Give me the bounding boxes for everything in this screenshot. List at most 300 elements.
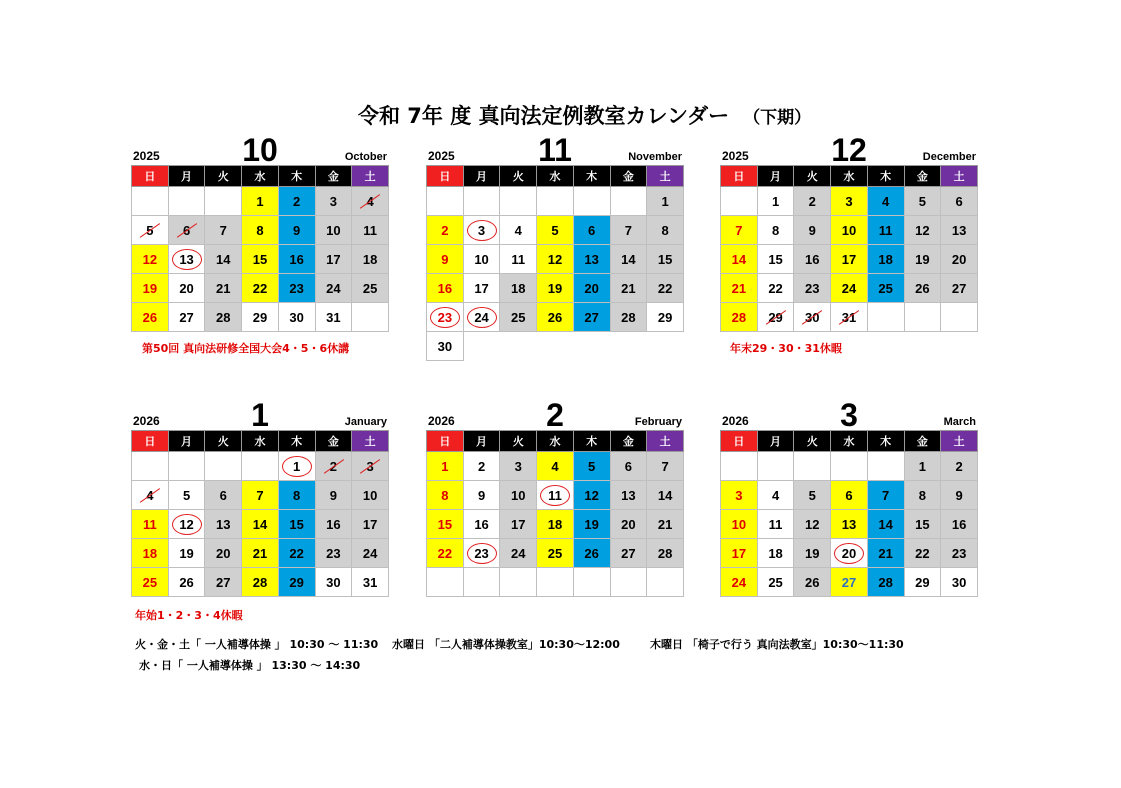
day-number: 15 bbox=[657, 251, 673, 267]
note-december: 年末29・30・31休暇 bbox=[730, 342, 842, 355]
day-number: 1 bbox=[441, 458, 449, 474]
month-english-name: March bbox=[943, 416, 976, 428]
empty-cell bbox=[904, 303, 941, 332]
weekday-header: 月 bbox=[463, 431, 500, 452]
day-cell bbox=[757, 481, 794, 510]
week-row bbox=[132, 274, 389, 303]
day-number: 23 bbox=[326, 545, 341, 561]
day-cell bbox=[352, 452, 389, 481]
day-cell bbox=[537, 481, 574, 510]
day-cell bbox=[794, 539, 831, 568]
day-cell bbox=[904, 510, 941, 539]
day-number: 2 bbox=[477, 458, 486, 474]
day-cell bbox=[537, 303, 574, 332]
day-cell bbox=[794, 510, 831, 539]
day-number: 28 bbox=[216, 309, 231, 325]
day-number: 7 bbox=[219, 222, 227, 238]
day-number: 22 bbox=[437, 545, 453, 561]
day-cell bbox=[831, 303, 868, 332]
day-cell bbox=[205, 510, 242, 539]
empty-cell bbox=[573, 332, 610, 361]
day-number: 12 bbox=[584, 487, 599, 503]
day-number: 18 bbox=[547, 516, 563, 532]
month-header bbox=[720, 130, 978, 168]
day-number: 30 bbox=[951, 574, 967, 590]
day-number: 10 bbox=[474, 251, 489, 267]
day-number: 27 bbox=[179, 309, 194, 325]
day-number: 19 bbox=[179, 545, 194, 561]
day-number: 18 bbox=[142, 545, 158, 561]
day-number: 1 bbox=[256, 193, 264, 209]
day-number: 26 bbox=[179, 574, 194, 590]
day-cell bbox=[757, 274, 794, 303]
day-number: 17 bbox=[841, 251, 857, 267]
day-cell bbox=[721, 216, 758, 245]
weekday-header: 火 bbox=[205, 166, 242, 187]
week-row bbox=[721, 245, 978, 274]
day-number: 12 bbox=[547, 251, 563, 267]
day-cell bbox=[500, 216, 537, 245]
week-row bbox=[427, 568, 684, 597]
day-cell bbox=[794, 481, 831, 510]
day-number: 29 bbox=[289, 574, 304, 590]
month-number: 2 bbox=[546, 397, 564, 433]
day-number: 21 bbox=[657, 516, 673, 532]
week-row bbox=[132, 452, 389, 481]
day-cell bbox=[242, 481, 279, 510]
weekday-header: 金 bbox=[904, 166, 941, 187]
weekday-header: 水 bbox=[537, 431, 574, 452]
weekday-header: 日 bbox=[427, 166, 464, 187]
day-cell bbox=[205, 303, 242, 332]
day-cell bbox=[427, 303, 464, 332]
month-header bbox=[426, 395, 684, 433]
day-cell bbox=[831, 481, 868, 510]
day-cell bbox=[573, 245, 610, 274]
day-cell bbox=[757, 303, 794, 332]
day-number: 24 bbox=[511, 545, 526, 561]
day-number: 12 bbox=[172, 514, 202, 535]
day-cell bbox=[242, 539, 279, 568]
day-cell bbox=[867, 187, 904, 216]
week-row bbox=[427, 216, 684, 245]
empty-cell bbox=[242, 452, 279, 481]
day-cell bbox=[757, 510, 794, 539]
day-cell bbox=[610, 510, 647, 539]
day-number: 22 bbox=[768, 280, 783, 296]
week-row bbox=[721, 510, 978, 539]
day-cell bbox=[132, 568, 169, 597]
day-number: 29 bbox=[768, 309, 783, 325]
day-cell bbox=[794, 216, 831, 245]
day-number: 4 bbox=[551, 458, 559, 474]
day-cell bbox=[168, 481, 205, 510]
day-cell bbox=[242, 245, 279, 274]
day-cell bbox=[500, 245, 537, 274]
schedule-line1-c: 木曜日 「椅子で行う 真向法教室」10:30～11:30 bbox=[650, 638, 904, 651]
day-cell bbox=[500, 481, 537, 510]
day-cell bbox=[278, 303, 315, 332]
month-english-name: November bbox=[628, 151, 682, 163]
day-number: 24 bbox=[731, 574, 747, 590]
day-number: 15 bbox=[289, 516, 304, 532]
empty-cell bbox=[573, 187, 610, 216]
day-cell bbox=[132, 481, 169, 510]
empty-cell bbox=[831, 452, 868, 481]
day-number: 20 bbox=[216, 545, 231, 561]
empty-cell bbox=[867, 452, 904, 481]
day-number: 16 bbox=[951, 516, 967, 532]
weekday-header: 火 bbox=[500, 166, 537, 187]
week-row bbox=[427, 481, 684, 510]
year-label: 2026 bbox=[722, 414, 749, 428]
empty-cell bbox=[573, 568, 610, 597]
day-cell bbox=[168, 216, 205, 245]
year-label: 2025 bbox=[133, 149, 160, 163]
weekday-header: 金 bbox=[315, 166, 352, 187]
page-title bbox=[358, 100, 811, 130]
day-number: 24 bbox=[326, 280, 341, 296]
day-cell bbox=[757, 539, 794, 568]
day-cell bbox=[352, 539, 389, 568]
week-row bbox=[721, 539, 978, 568]
day-number: 18 bbox=[878, 251, 893, 267]
day-number: 28 bbox=[731, 309, 747, 325]
month-february bbox=[426, 395, 684, 597]
day-number: 18 bbox=[362, 251, 378, 267]
week-row bbox=[427, 452, 684, 481]
day-cell bbox=[205, 274, 242, 303]
empty-cell bbox=[537, 187, 574, 216]
weekday-header: 水 bbox=[831, 431, 868, 452]
empty-cell bbox=[463, 568, 500, 597]
day-number: 29 bbox=[252, 309, 268, 325]
day-cell bbox=[315, 568, 352, 597]
day-number: 13 bbox=[841, 516, 857, 532]
day-cell bbox=[941, 452, 978, 481]
day-cell bbox=[610, 245, 647, 274]
weekday-header: 木 bbox=[573, 431, 610, 452]
day-cell bbox=[537, 510, 574, 539]
day-number: 7 bbox=[661, 458, 669, 474]
day-number: 21 bbox=[731, 280, 747, 296]
day-cell bbox=[647, 187, 684, 216]
day-cell bbox=[315, 187, 352, 216]
day-number: 22 bbox=[915, 545, 930, 561]
day-cell bbox=[352, 274, 389, 303]
day-number: 9 bbox=[293, 222, 301, 238]
week-row bbox=[132, 303, 389, 332]
day-number: 28 bbox=[252, 574, 268, 590]
day-number: 13 bbox=[621, 487, 636, 503]
day-cell bbox=[242, 303, 279, 332]
day-number: 28 bbox=[621, 309, 636, 325]
day-number: 5 bbox=[918, 193, 926, 209]
day-number: 4 bbox=[366, 193, 374, 209]
day-cell bbox=[168, 245, 205, 274]
week-row bbox=[721, 481, 978, 510]
day-number: 1 bbox=[282, 456, 312, 477]
day-number: 8 bbox=[661, 222, 669, 238]
day-number: 19 bbox=[915, 251, 930, 267]
day-cell bbox=[427, 452, 464, 481]
year-label: 2026 bbox=[428, 414, 455, 428]
day-cell bbox=[647, 539, 684, 568]
year-label: 2025 bbox=[428, 149, 455, 163]
day-number: 2 bbox=[441, 222, 449, 238]
day-number: 21 bbox=[878, 545, 893, 561]
day-cell bbox=[278, 510, 315, 539]
calendar-grid bbox=[131, 165, 389, 332]
day-number: 5 bbox=[551, 222, 559, 238]
day-number: 10 bbox=[841, 222, 857, 238]
empty-cell bbox=[500, 187, 537, 216]
day-number: 21 bbox=[216, 280, 231, 296]
day-cell bbox=[941, 187, 978, 216]
day-cell bbox=[463, 274, 500, 303]
empty-cell bbox=[867, 303, 904, 332]
day-cell bbox=[647, 510, 684, 539]
day-cell bbox=[352, 245, 389, 274]
day-number: 27 bbox=[841, 574, 857, 590]
day-cell bbox=[537, 452, 574, 481]
day-number: 6 bbox=[845, 487, 853, 503]
day-cell bbox=[794, 245, 831, 274]
day-cell bbox=[352, 216, 389, 245]
day-number: 20 bbox=[584, 280, 599, 296]
day-number: 29 bbox=[657, 309, 673, 325]
day-number: 21 bbox=[621, 280, 636, 296]
day-cell bbox=[205, 481, 242, 510]
day-number: 16 bbox=[437, 280, 453, 296]
day-cell bbox=[904, 568, 941, 597]
weekday-header: 水 bbox=[242, 431, 279, 452]
day-cell bbox=[205, 245, 242, 274]
day-number: 1 bbox=[918, 458, 926, 474]
weekday-header: 土 bbox=[352, 166, 389, 187]
weekday-header: 土 bbox=[941, 166, 978, 187]
day-number: 25 bbox=[511, 309, 526, 325]
month-english-name: February bbox=[634, 416, 682, 428]
day-cell bbox=[352, 510, 389, 539]
empty-cell bbox=[794, 452, 831, 481]
day-cell bbox=[168, 274, 205, 303]
day-cell bbox=[242, 216, 279, 245]
day-cell bbox=[427, 510, 464, 539]
day-number: 6 bbox=[182, 222, 191, 238]
empty-cell bbox=[537, 332, 574, 361]
weekday-header: 月 bbox=[463, 166, 500, 187]
week-row bbox=[132, 481, 389, 510]
day-cell bbox=[315, 216, 352, 245]
weekday-header: 日 bbox=[721, 431, 758, 452]
weekday-header: 火 bbox=[794, 431, 831, 452]
day-number: 5 bbox=[146, 222, 154, 238]
weekday-header: 金 bbox=[610, 166, 647, 187]
month-january bbox=[131, 395, 389, 597]
day-number: 28 bbox=[878, 574, 893, 590]
weekday-header: 木 bbox=[867, 166, 904, 187]
day-cell bbox=[831, 274, 868, 303]
day-cell bbox=[647, 274, 684, 303]
empty-cell bbox=[757, 452, 794, 481]
day-cell bbox=[463, 481, 500, 510]
day-cell bbox=[242, 274, 279, 303]
day-number: 21 bbox=[252, 545, 268, 561]
day-number: 26 bbox=[547, 309, 563, 325]
day-number: 3 bbox=[329, 193, 337, 209]
week-row bbox=[132, 539, 389, 568]
day-number: 27 bbox=[216, 574, 231, 590]
day-number: 17 bbox=[731, 545, 747, 561]
day-number: 2 bbox=[329, 458, 337, 474]
day-number: 4 bbox=[514, 222, 522, 238]
empty-cell bbox=[610, 332, 647, 361]
week-row bbox=[427, 332, 684, 361]
day-cell bbox=[500, 452, 537, 481]
day-number: 31 bbox=[362, 574, 378, 590]
day-cell bbox=[867, 481, 904, 510]
day-number: 26 bbox=[805, 574, 820, 590]
day-cell bbox=[904, 539, 941, 568]
day-number: 4 bbox=[146, 487, 154, 503]
day-number: 15 bbox=[768, 251, 783, 267]
title-subtitle: （下期） bbox=[743, 108, 812, 128]
day-cell bbox=[427, 216, 464, 245]
day-number: 31 bbox=[326, 309, 341, 325]
day-number: 13 bbox=[584, 251, 599, 267]
day-number: 24 bbox=[841, 280, 857, 296]
note-october: 第50回 真向法研修全国大会4・5・6休講 bbox=[142, 342, 350, 355]
day-number: 17 bbox=[326, 251, 341, 267]
day-number: 25 bbox=[547, 545, 563, 561]
day-cell bbox=[647, 245, 684, 274]
day-number: 18 bbox=[768, 545, 783, 561]
day-cell bbox=[132, 216, 169, 245]
day-cell bbox=[794, 303, 831, 332]
day-cell bbox=[500, 510, 537, 539]
day-number: 5 bbox=[588, 458, 596, 474]
weekday-header: 月 bbox=[168, 166, 205, 187]
month-header bbox=[720, 395, 978, 433]
month-number: 3 bbox=[840, 397, 858, 433]
day-number: 3 bbox=[366, 458, 374, 474]
day-number: 7 bbox=[624, 222, 632, 238]
empty-cell bbox=[205, 452, 242, 481]
day-cell bbox=[132, 303, 169, 332]
calendar-grid bbox=[720, 430, 978, 597]
day-cell bbox=[904, 245, 941, 274]
day-number: 14 bbox=[731, 251, 747, 267]
day-cell bbox=[168, 510, 205, 539]
day-cell bbox=[537, 274, 574, 303]
empty-cell bbox=[610, 568, 647, 597]
calendar-grid bbox=[131, 430, 389, 597]
day-cell bbox=[867, 510, 904, 539]
day-number: 19 bbox=[805, 545, 820, 561]
day-cell bbox=[315, 539, 352, 568]
weekday-header: 金 bbox=[610, 431, 647, 452]
month-march bbox=[720, 395, 978, 597]
empty-cell bbox=[463, 187, 500, 216]
day-number: 4 bbox=[882, 193, 890, 209]
day-number: 6 bbox=[588, 222, 596, 238]
day-cell bbox=[573, 539, 610, 568]
day-cell bbox=[463, 539, 500, 568]
day-number: 15 bbox=[252, 251, 268, 267]
weekday-header: 木 bbox=[867, 431, 904, 452]
day-cell bbox=[352, 568, 389, 597]
empty-cell bbox=[721, 187, 758, 216]
day-cell bbox=[168, 539, 205, 568]
day-number: 19 bbox=[584, 516, 599, 532]
day-number: 3 bbox=[735, 487, 743, 503]
day-number: 10 bbox=[362, 487, 378, 503]
weekday-header: 月 bbox=[757, 166, 794, 187]
day-number: 7 bbox=[256, 487, 264, 503]
month-december bbox=[720, 130, 978, 332]
day-cell bbox=[427, 481, 464, 510]
day-cell bbox=[427, 274, 464, 303]
day-cell bbox=[537, 216, 574, 245]
day-number: 27 bbox=[951, 280, 967, 296]
day-number: 23 bbox=[467, 543, 497, 564]
day-cell bbox=[205, 539, 242, 568]
day-cell bbox=[610, 216, 647, 245]
day-cell bbox=[132, 245, 169, 274]
day-cell bbox=[537, 245, 574, 274]
day-number: 14 bbox=[621, 251, 636, 267]
day-number: 30 bbox=[437, 338, 453, 354]
day-cell bbox=[278, 481, 315, 510]
day-cell bbox=[904, 187, 941, 216]
day-cell bbox=[867, 539, 904, 568]
month-number: 10 bbox=[242, 132, 278, 168]
day-cell bbox=[647, 216, 684, 245]
day-number: 12 bbox=[805, 516, 820, 532]
day-number: 25 bbox=[878, 280, 893, 296]
day-number: 3 bbox=[467, 220, 497, 241]
day-cell bbox=[867, 274, 904, 303]
day-number: 14 bbox=[216, 251, 231, 267]
day-cell bbox=[315, 510, 352, 539]
day-number: 12 bbox=[915, 222, 930, 238]
month-november bbox=[426, 130, 684, 361]
day-number: 11 bbox=[540, 485, 570, 506]
empty-cell bbox=[352, 303, 389, 332]
day-cell bbox=[463, 510, 500, 539]
day-number: 9 bbox=[477, 487, 486, 503]
day-cell bbox=[242, 568, 279, 597]
day-number: 23 bbox=[289, 280, 304, 296]
day-number: 26 bbox=[142, 309, 158, 325]
day-cell bbox=[721, 245, 758, 274]
day-cell bbox=[352, 187, 389, 216]
weekday-header: 木 bbox=[278, 431, 315, 452]
day-number: 15 bbox=[437, 516, 453, 532]
day-cell bbox=[941, 510, 978, 539]
day-number: 17 bbox=[474, 280, 489, 296]
empty-cell bbox=[463, 332, 500, 361]
day-number: 16 bbox=[474, 516, 489, 532]
month-number: 1 bbox=[251, 397, 269, 433]
day-cell bbox=[721, 481, 758, 510]
day-cell bbox=[352, 481, 389, 510]
day-cell bbox=[831, 539, 868, 568]
week-row bbox=[427, 187, 684, 216]
day-cell bbox=[867, 216, 904, 245]
empty-cell bbox=[168, 187, 205, 216]
